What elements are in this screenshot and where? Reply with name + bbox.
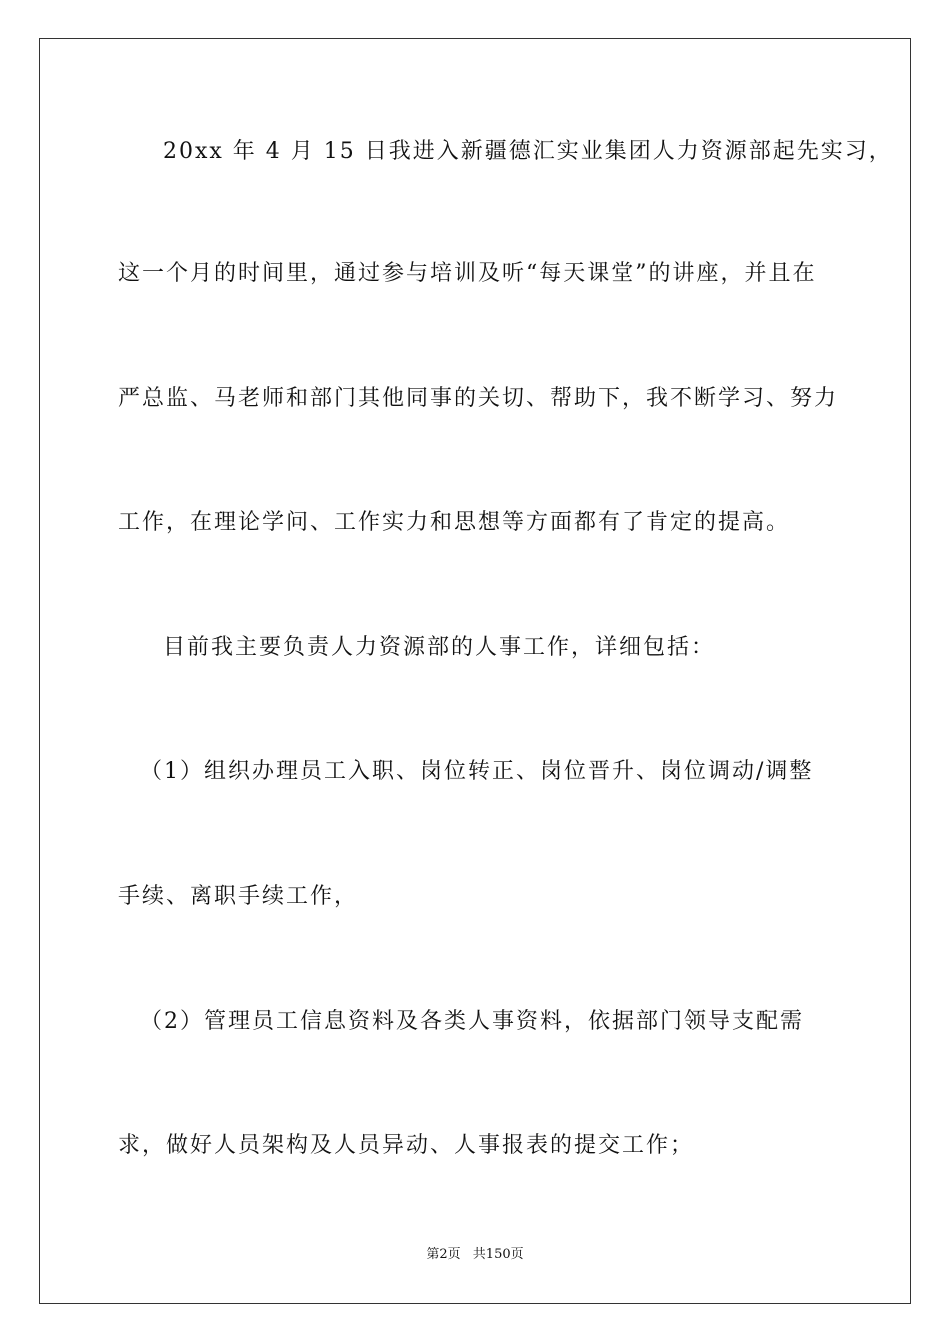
paragraph-line: （1）组织办理员工入职、岗位转正、岗位晋升、岗位调动/调整	[140, 759, 814, 784]
paragraph-line: 工作，在理论学问、工作实力和思想等方面都有了肯定的提高。	[118, 510, 791, 535]
page-total: 共150页	[472, 1247, 524, 1262]
paragraph-line: 求，做好人员架构及人员异动、人事报表的提交工作；	[118, 1133, 695, 1158]
paragraph-line: 严总监、马老师和部门其他同事的关切、帮助下，我不断学习、努力	[118, 386, 839, 411]
paragraph-line: 20xx 年 4 月 15 日我进入新疆德汇实业集团人力资源部起先实习，	[163, 139, 893, 164]
page-frame	[39, 38, 911, 1304]
page-footer	[0, 1246, 950, 1264]
page-number: 第2页	[426, 1247, 461, 1262]
paragraph-line: （2）管理员工信息资料及各类人事资料，依据部门领导支配需	[140, 1009, 804, 1034]
paragraph-line: 手续、离职手续工作，	[118, 884, 359, 909]
paragraph-line: 目前我主要负责人力资源部的人事工作，详细包括：	[163, 635, 716, 660]
paragraph-line: 这一个月的时间里，通过参与培训及听“每天课堂”的讲座，并且在	[118, 261, 817, 286]
